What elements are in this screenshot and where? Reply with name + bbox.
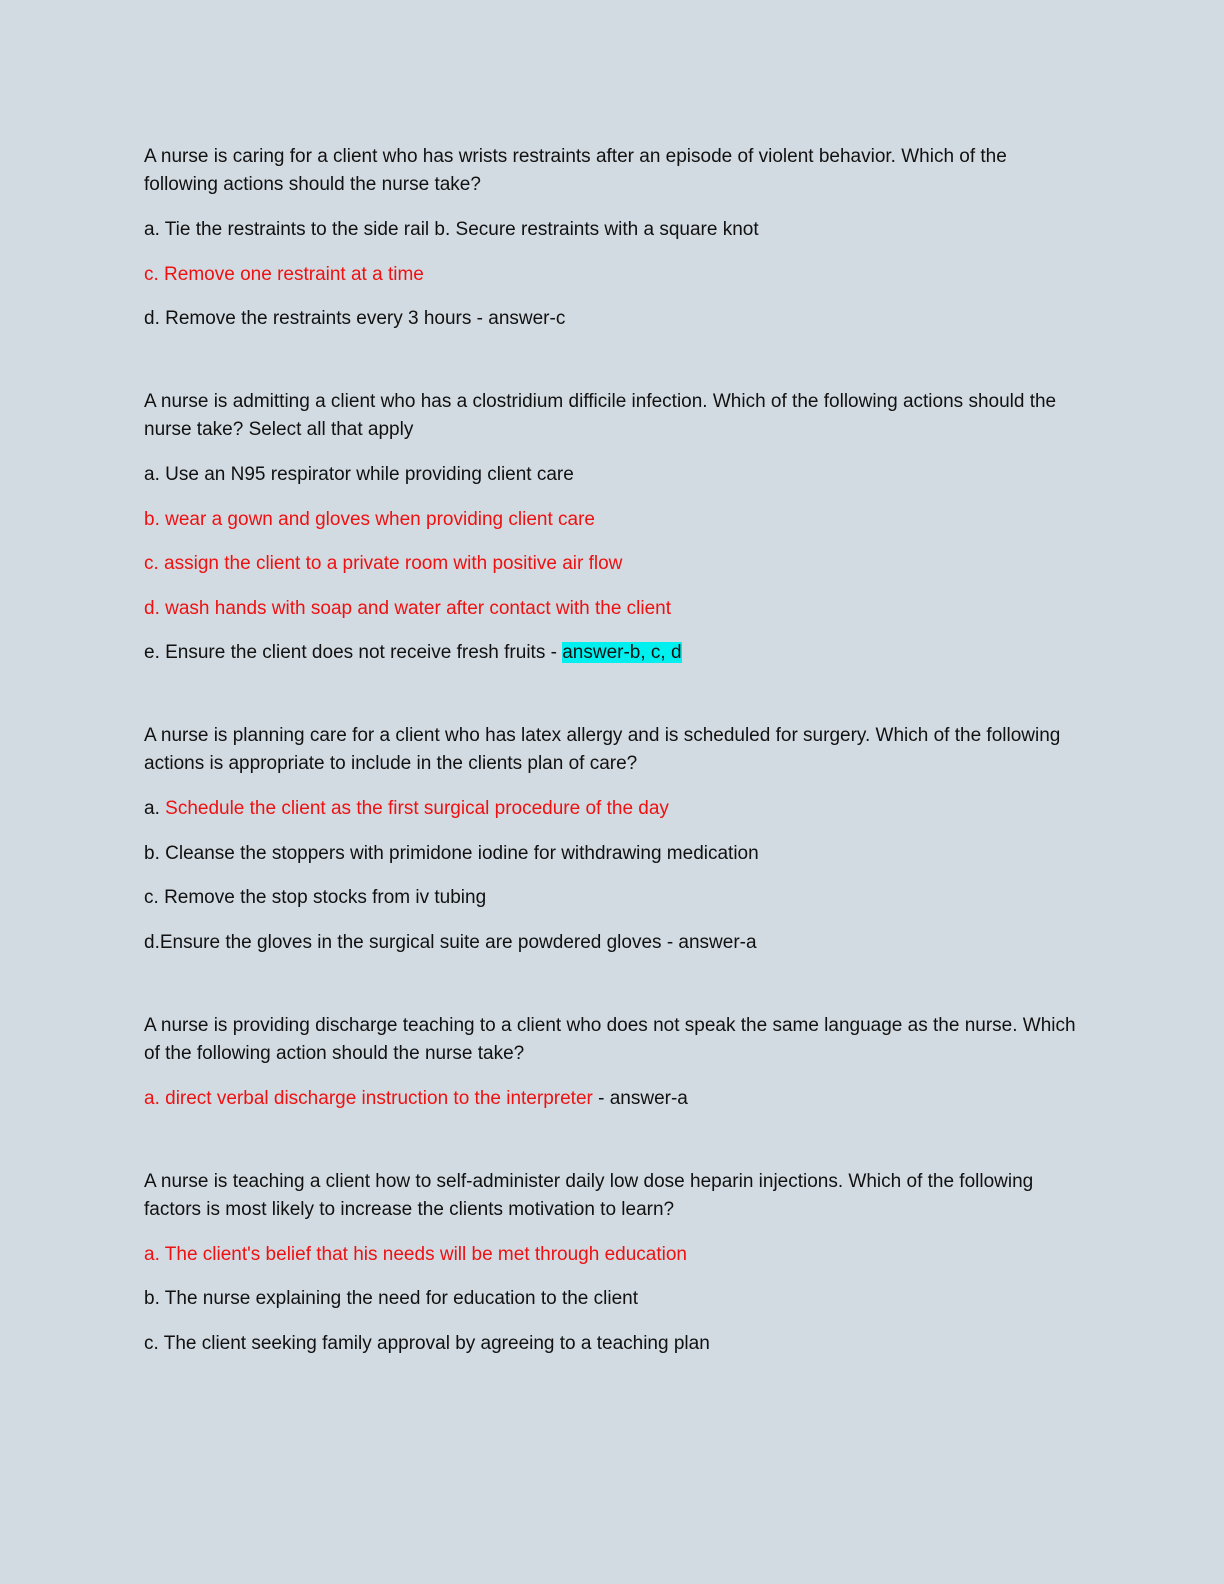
highlighted-answer: answer-b, c, d: [562, 642, 682, 663]
document-content: [144, 143, 1084, 1375]
option-a-correct: a. direct verbal discharge instruction to the interpreter: [144, 1087, 593, 1109]
option-a-correct: a. The client's belief that his needs will be met through education: [144, 1243, 687, 1265]
option-letter: c.: [144, 887, 159, 908]
option-a-row: [144, 1086, 1084, 1112]
option-a-b: a. Tie the restraints to the side rail b. Secure restraints with a square knot: [144, 219, 759, 240]
question-2: [144, 388, 1084, 666]
option-e-text: e. Ensure the client does not receive fresh fruits -: [144, 642, 563, 663]
option-d: d. Remove the restraints every 3 hours - answer-c: [144, 308, 566, 329]
option-c: c. The client seeking family approval by agreeing to a teaching plan: [144, 1332, 710, 1354]
option-b: b. The nurse explaining the need for education to the client: [144, 1288, 638, 1309]
option-c-correct: c. assign the client to a private room with positive air flow: [144, 553, 623, 574]
option-b: Cleanse the stoppers with primidone iodine for withdrawing medication: [165, 842, 759, 864]
question-1: [144, 143, 1084, 332]
option-c-row: [144, 885, 1084, 911]
question-stem: A nurse is admitting a client who has a clostridium difficile infection. Which of the following actions should the nurse take? Select all that apply: [144, 391, 1057, 440]
option-a: a. Use an N95 respirator while providing client care: [144, 464, 574, 485]
option-d: Ensure the gloves in the surgical suite are powdered gloves - answer-a: [159, 931, 757, 953]
option-e: [144, 640, 1084, 666]
option-c: Remove the stop stocks from iv tubing: [164, 887, 487, 908]
option-letter: d.: [144, 931, 160, 953]
option-letter: a.: [144, 798, 160, 819]
question-4: [144, 1012, 1084, 1112]
option-c-correct: c. Remove one restraint at a time: [144, 263, 424, 285]
option-d-correct: d. wash hands with soap and water after contact with the client: [144, 597, 672, 619]
question-stem: A nurse is planning care for a client who has latex allergy and is scheduled for surgery. Which of the following actions is appropriate to include in the clients plan of care?: [144, 725, 1061, 774]
option-b-correct: b. wear a gown and gloves when providing client care: [144, 508, 595, 530]
option-a-row: [144, 796, 1084, 822]
answer-suffix: - answer-a: [592, 1087, 688, 1109]
option-d-row: [144, 930, 1084, 956]
question-stem: A nurse is providing discharge teaching to a client who does not speak the same language as the nurse. Which of the following action should the nurse take?: [144, 1014, 1076, 1064]
option-b-row: [144, 841, 1084, 867]
question-3: [144, 722, 1084, 956]
option-letter: b.: [144, 842, 160, 864]
question-5: [144, 1168, 1084, 1357]
question-stem: A nurse is caring for a client who has wrists restraints after an episode of violent behavior. Which of the following actions should the nurse take?: [144, 146, 1007, 195]
question-stem: A nurse is teaching a client how to self-administer daily low dose heparin injections. Which of the following factors is most likely to increase the clients motivation to learn?: [144, 1170, 1034, 1220]
option-a-correct: Schedule the client as the first surgical procedure of the day: [165, 798, 669, 819]
